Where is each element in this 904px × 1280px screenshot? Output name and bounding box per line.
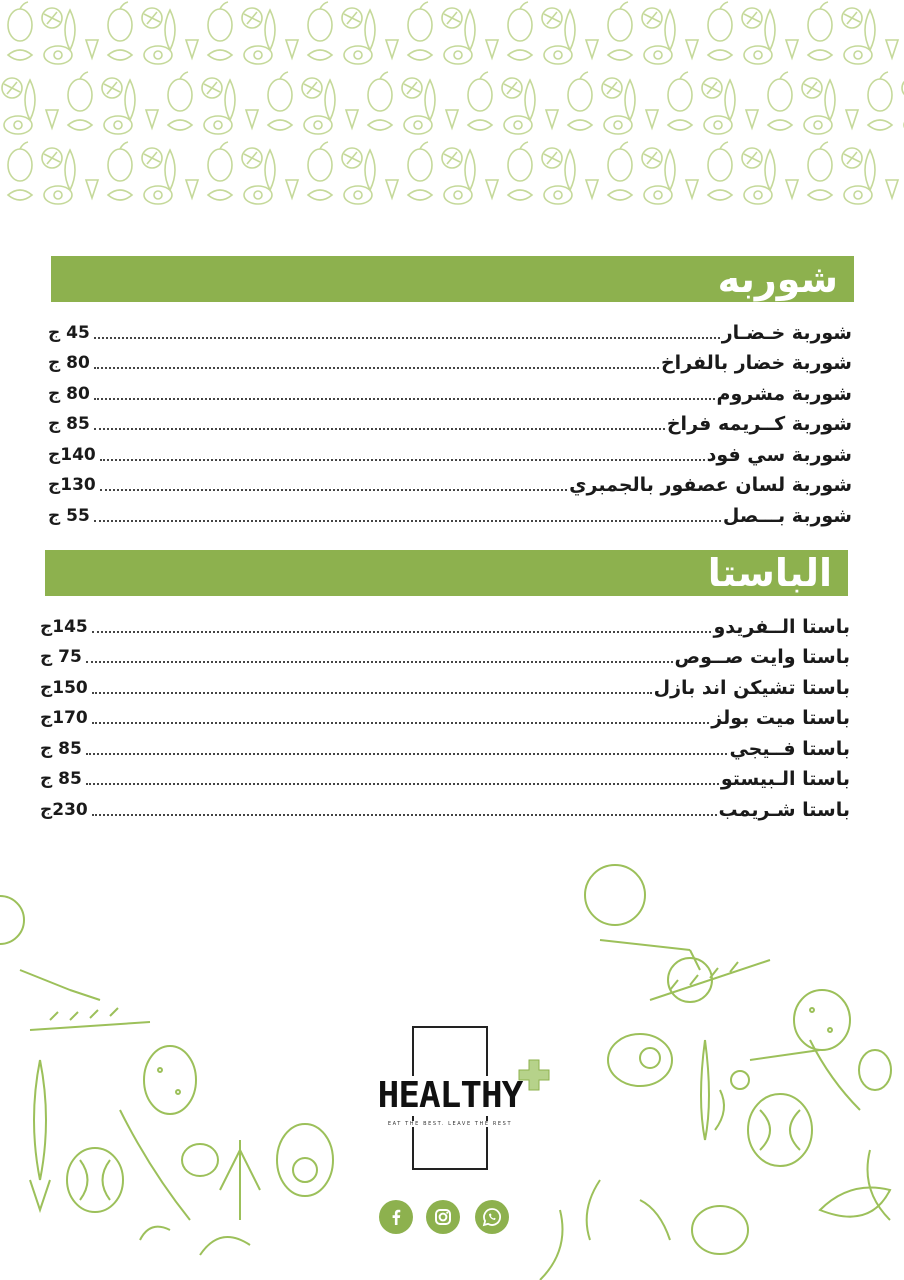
item-name: شوربة لسان عصفور بالجمبري [569, 474, 852, 496]
item-price: 85 ج [40, 769, 82, 789]
instagram-icon[interactable] [426, 1200, 460, 1234]
menu-item [40, 639, 850, 670]
dotted-leader [86, 753, 728, 755]
item-price: 140ج [48, 444, 96, 465]
item-price: 230ج [40, 799, 88, 820]
item-name: باستا الـبيستو [720, 768, 850, 790]
whatsapp-icon[interactable] [475, 1200, 509, 1234]
item-name: باستا ميت بولز [711, 707, 850, 729]
item-name: شوربة خضار بالفراخ [660, 352, 852, 374]
menu-item [48, 406, 852, 437]
item-name: باستا وايت صــوص [674, 646, 850, 668]
menu-item [48, 467, 852, 498]
item-price: 85 ج [48, 414, 90, 434]
dotted-leader [94, 520, 721, 522]
item-name: شوربة مشروم [716, 382, 852, 405]
item-name: شوربة خـضـار [721, 321, 852, 344]
section-header-soup [51, 256, 854, 302]
menu-list-soup [48, 314, 852, 528]
section-title: شوربه [717, 257, 838, 301]
menu-item [40, 700, 850, 731]
item-price: 45 ج [48, 322, 90, 343]
brand-logo-text: HEALTHY [372, 1076, 528, 1116]
menu-item [40, 791, 850, 822]
item-name: شوربة كــريمه فراخ [666, 413, 852, 435]
dotted-leader [94, 428, 665, 430]
item-name: شوربة بـــصل [722, 504, 852, 527]
dotted-leader [94, 337, 720, 339]
item-price: 75 ج [40, 647, 82, 667]
item-name: شوربة سي فود [706, 443, 852, 466]
menu-item [40, 761, 850, 792]
menu-item [48, 345, 852, 376]
dotted-leader [100, 489, 567, 491]
menu-item [48, 314, 852, 345]
whatsapp-glyph [481, 1206, 503, 1228]
item-price: 80 ج [48, 383, 90, 404]
dotted-leader [92, 631, 712, 633]
section-header-pasta [45, 550, 848, 596]
facebook-icon[interactable] [379, 1200, 413, 1234]
item-price: 55 ج [48, 505, 90, 526]
section-title: الباستا [707, 551, 832, 595]
dotted-leader [100, 459, 705, 461]
item-price: 130ج [48, 475, 96, 495]
menu-item [40, 608, 850, 639]
item-name: باستا تشيكن اند بازل [653, 676, 850, 699]
brand-tagline: EAT THE BEST. LEAVE THE REST [366, 1121, 534, 1127]
dotted-leader [94, 398, 715, 400]
dotted-leader [92, 722, 710, 724]
facebook-glyph [386, 1207, 406, 1227]
item-name: باستا فــيجي [729, 737, 850, 760]
menu-item [40, 730, 850, 761]
menu-item [48, 497, 852, 528]
menu-list-pasta [40, 608, 850, 822]
instagram-glyph [433, 1207, 453, 1227]
item-price: 80 ج [48, 353, 90, 373]
item-name: باستا الــفريدو [713, 615, 850, 638]
item-price: 150ج [40, 677, 88, 698]
vegetable-pattern-top [0, 0, 904, 235]
dotted-leader [94, 367, 659, 369]
menu-item [48, 375, 852, 406]
dotted-leader [92, 692, 652, 694]
menu-item [40, 669, 850, 700]
dotted-leader [92, 814, 717, 816]
item-price: 170ج [40, 708, 88, 728]
item-price: 145ج [40, 616, 88, 637]
dotted-leader [86, 783, 719, 785]
dotted-leader [86, 661, 673, 663]
item-name: باستا شـريمب [718, 798, 850, 821]
menu-item [48, 436, 852, 467]
item-price: 85 ج [40, 738, 82, 759]
logo-plus-icon [517, 1058, 551, 1092]
